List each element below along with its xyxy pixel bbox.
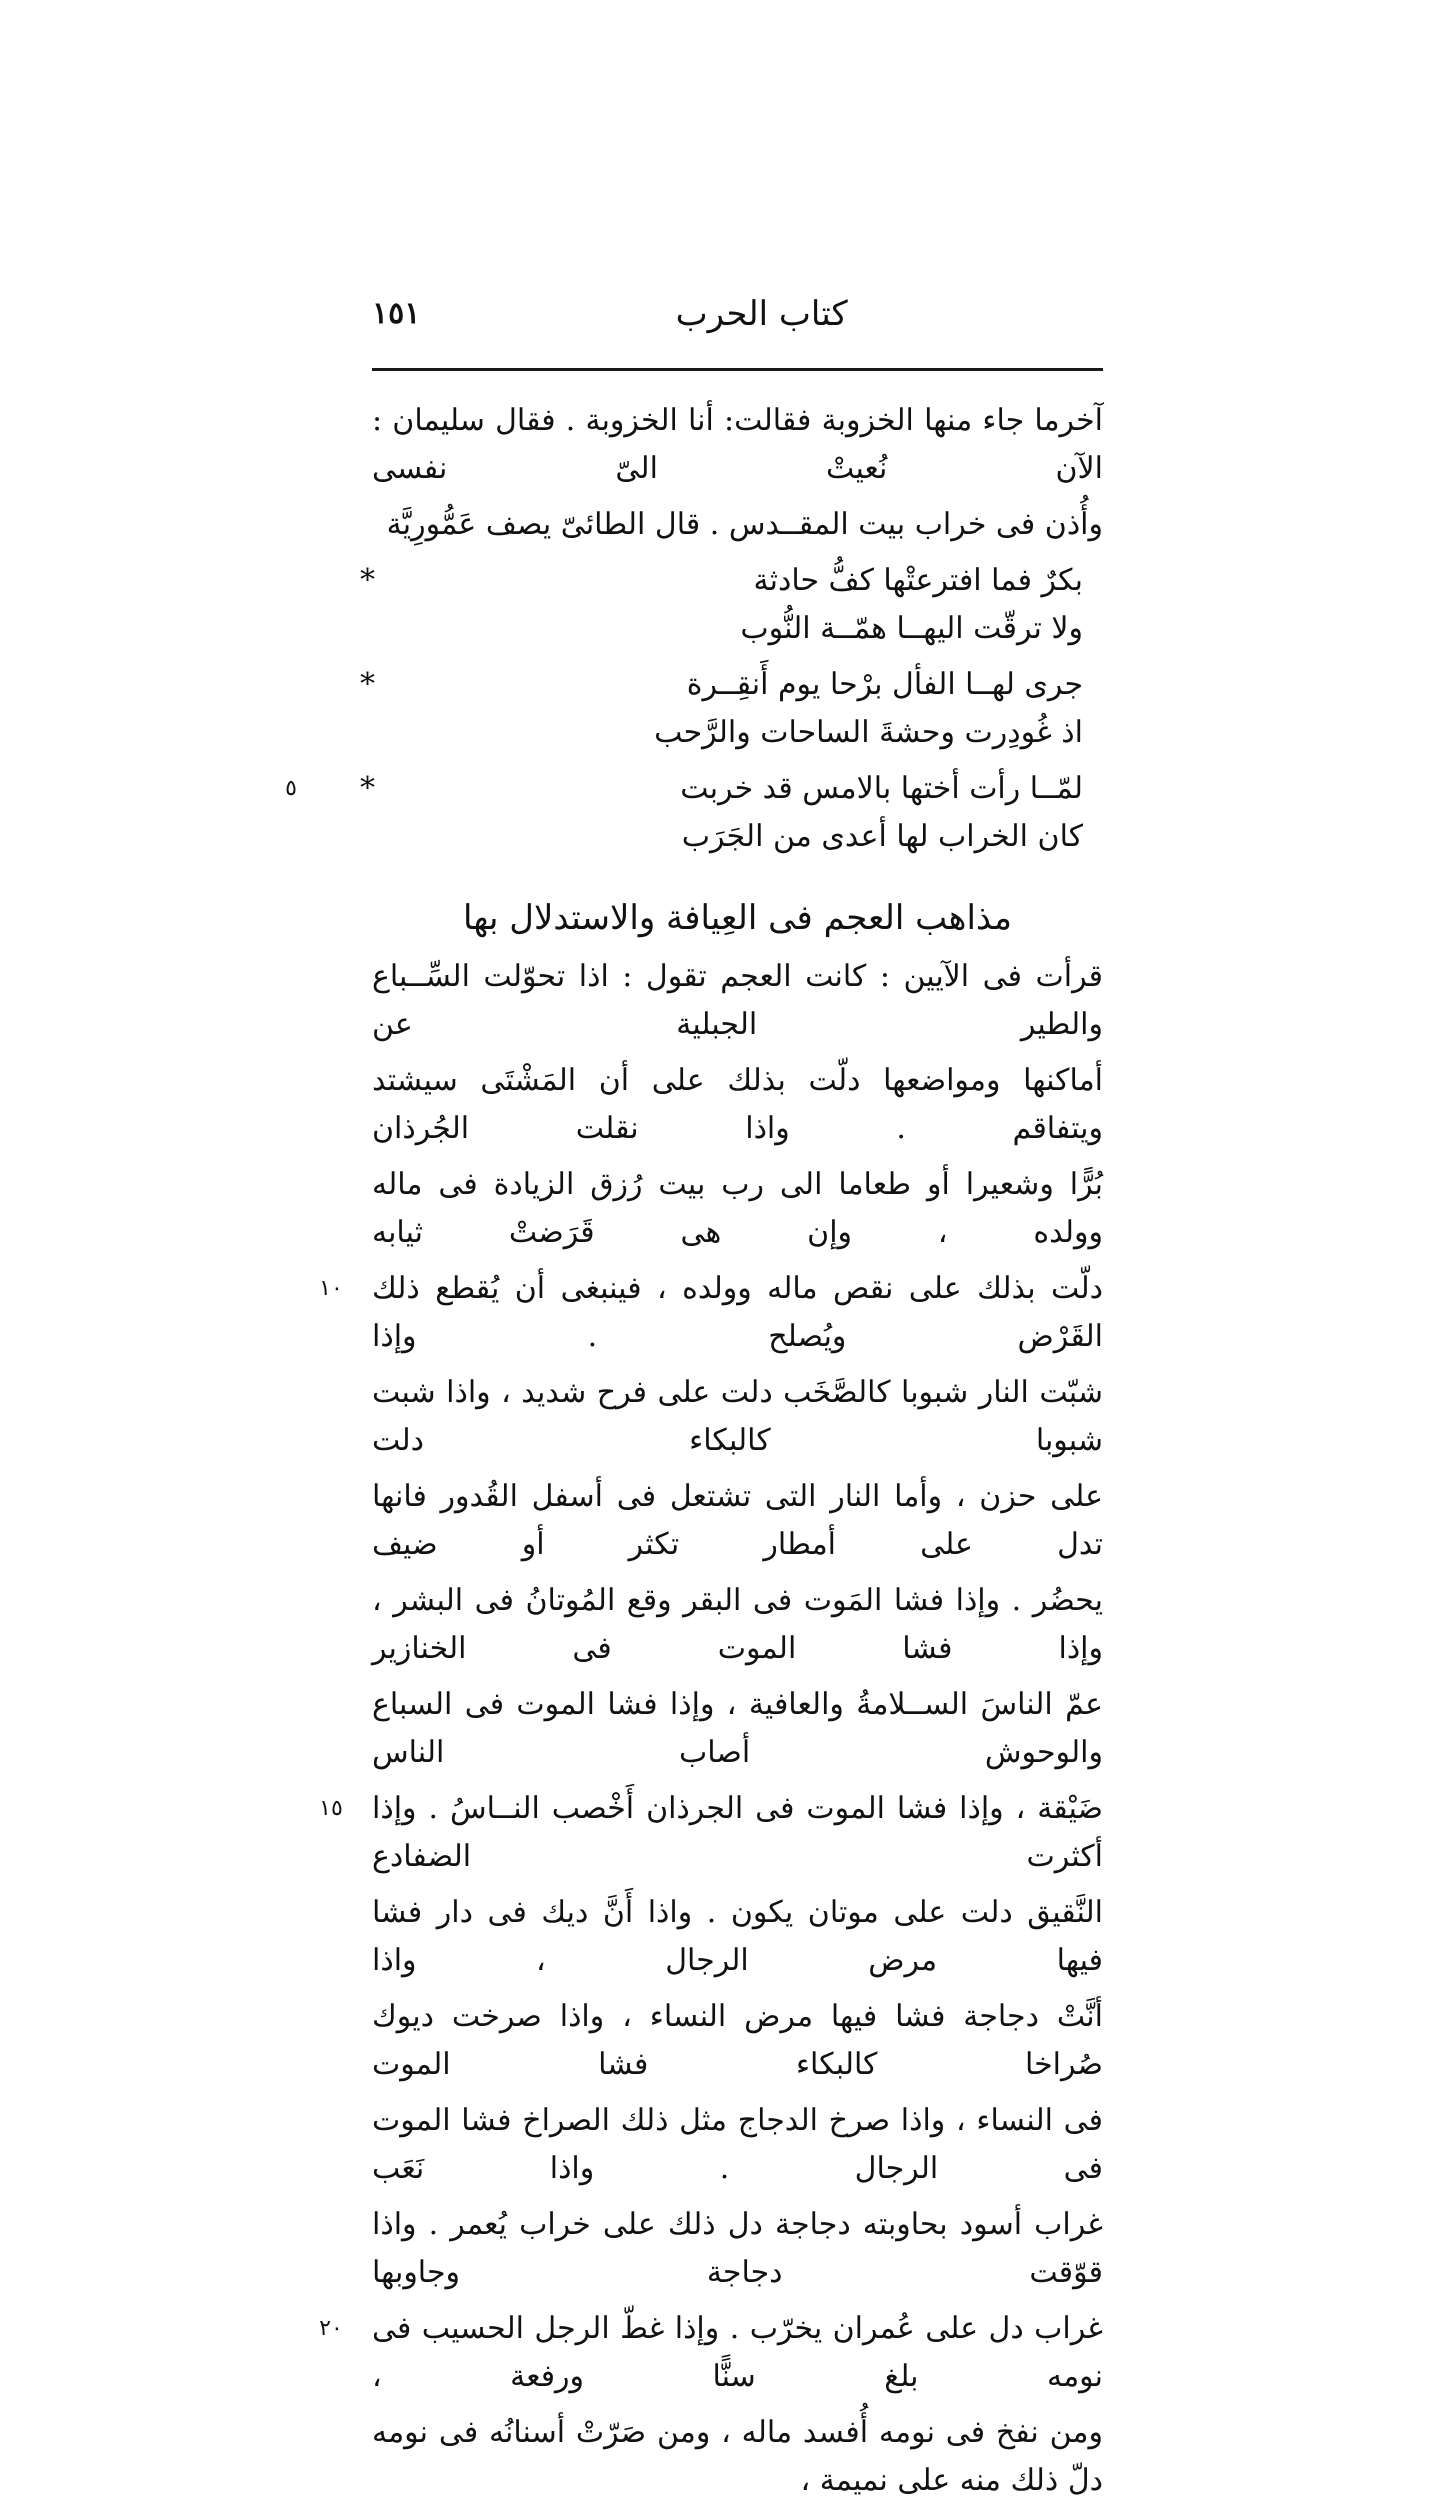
text-line: دلّت بذلك على نقص ماله وولده ، فينبغى أن يُقطع ذلك القَرْض ويُصلح . وإذا	[372, 1271, 1103, 1354]
text-line: قرأت فى الآيين : كانت العجم تقول : اذا تحوّلت السِّــباع والطير الجبلية عن	[372, 959, 1103, 1042]
text-line: آخرما جاء منها الخزوبة فقالت: أنا الخزوبة . فقال سليمان : الآن نُعيتْ الىّ نفسى	[372, 403, 1103, 486]
verse-separator: *	[360, 563, 375, 598]
text-line: غراب أسود بحاوبته دجاجة دل ذلك على خراب يُعمر . واذا قوّقت دجاجة وجاوبها	[372, 2207, 1103, 2290]
text-line: على حزن ، وأما النار التى تشتعل فى أسفل القُدور فانها تدل على أمطار تكثر أو ضيف	[372, 1479, 1103, 1562]
page-number: ١٥١	[372, 296, 421, 331]
line-number: ١٥	[319, 1796, 343, 1821]
verse-hemistich-first: بكرٌ فما افترعتْها كفُّ حادثة	[753, 563, 1083, 598]
text-line: شبّت النار شبوبا كالصَّخَب دلت على فرح شديد ، واذا شبت شبوبا كالبكاء دلت	[372, 1375, 1103, 1458]
text-line: وأُذن فى خراب بيت المقــدس . قال الطائىّ يصف عَمُّورِيَّة	[386, 507, 1103, 542]
verse-separator: *	[360, 771, 375, 806]
text-line: ومن نفخ فى نومه أُفسد ماله ، ومن صَرّتْ أسنانُه فى نومه دلّ ذلك منه على نميمة ،	[372, 2415, 1103, 2498]
section-heading: مذاهب العجم فى العِيافة والاستدلال بها	[463, 898, 1012, 938]
line-number: ١٠	[319, 1276, 343, 1301]
verse-line	[332, 765, 1103, 861]
text-line: بُرًّا وشعيرا أو طعاما الى رب بيت رُزق الزيادة فى ماله وولده ، وإن هى قَرَضتْ ثيابه	[372, 1167, 1103, 1250]
header-row	[290, 290, 1103, 397]
text-line: فى النساء ، واذا صرخ الدجاج مثل ذلك الصراخ فشا الموت فى الرجال . واذا نَعَب	[372, 2103, 1103, 2186]
text-line: النَّقيق دلت على موتان يكون . واذا أَنَّ ديك فى دار فشا فيها مرض الرجال ، واذا	[372, 1895, 1103, 1978]
text-line: عمّ الناسَ الســلامةُ والعافية ، وإذا فشا الموت فى السباع والوحوش أصاب الناس	[372, 1687, 1103, 1770]
line-number: ٥	[285, 776, 297, 801]
verse-line	[332, 557, 1103, 653]
verse-hemistich-second: اذ غُودِرت وحشةَ الساحات والرَّحب	[654, 715, 1083, 750]
text-column	[285, 290, 1103, 2513]
text-line: أماكنها ومواضعها دلّت بذلك على أن المَشْتَى سيشتد ويتفاقم . واذا نقلت الجُرذان	[372, 1063, 1103, 1146]
verse-hemistich-second: ولا ترقّت اليهــا همّــة النُّوب	[740, 611, 1083, 646]
verse-separator: *	[360, 667, 375, 702]
text-line: ضَيْقة ، وإذا فشا الموت فى الجرذان أَخْصب النــاسُ . وإذا أكثرت الضفادع	[372, 1791, 1103, 1874]
line-number: ٢٠	[319, 2316, 343, 2341]
text-line: يحضُر . وإذا فشا المَوت فى البقر وقع المُوتانُ فى البشر ، وإذا فشا الموت فى الخنازير	[372, 1583, 1103, 1666]
text-line: أنَّتْ دجاجة فشا فيها مرض النساء ، واذا صرخت ديوك صُراخا كالبكاء فشا الموت	[372, 1999, 1103, 2082]
verse-hemistich-first: جرى لهــا الفأل برْحا يوم أَنقِــرة	[686, 667, 1083, 702]
running-title: كتاب الحرب	[675, 294, 848, 334]
verse-hemistich-first: لمّــا رأت أختها بالامس قد خربت	[680, 771, 1083, 806]
verse-hemistich-second: كان الخراب لها أعدى من الجَرَب	[681, 819, 1083, 854]
header-rule	[372, 368, 1103, 371]
verse-line	[332, 661, 1103, 757]
text-line: غراب دل على عُمران يخرّب . وإذا غطّ الرجل الحسيب فى نومه بلغ سنًّا ورفعة ،	[372, 2311, 1103, 2394]
